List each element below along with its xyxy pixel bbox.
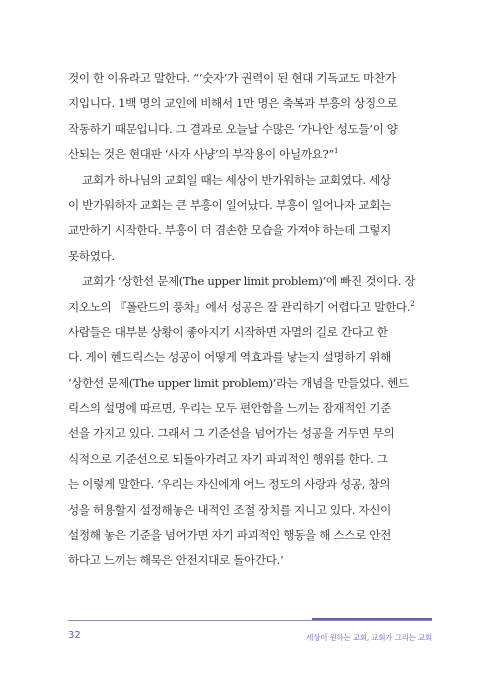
text-line-with-footnote [68, 295, 432, 320]
text-line-with-footnote [68, 142, 432, 167]
text-line: 사람들은 대부분 상황이 좋아지기 시작하면 자멸의 길로 간다고 한 [68, 324, 388, 339]
text-line: 설정해 놓은 기준을 넘어가면 자기 파괴적인 행동을 해 스스로 안전 [68, 528, 391, 543]
text-line: 교만하기 시작한다. 부흥이 더 겸손한 모습을 가져야 하는데 그렇지 [68, 223, 391, 238]
paragraph-start-line: 교회가 ‘상한선 문제(The upper limit problem)’에 빠진 것이다. 장 [82, 274, 416, 289]
text-line: 다. 게이 헨드릭스는 성공이 어떻게 역효과를 낳는지 설명하기 위해 [68, 350, 391, 365]
page-number: 32 [68, 630, 81, 641]
text-line: 지오노의 『폴란드의 풍차』에서 성공은 잘 관리하기 어렵다고 말한다. [68, 299, 411, 314]
text-line: 것이 한 이유라고 말한다. “‘숫자’가 권력이 된 현대 기독교도 마찬가 [68, 71, 396, 85]
text-line: 지입니다. 1백 명의 교인에 비해서 1만 명은 축복과 부흥의 상징으로 [68, 96, 398, 111]
text-line: 선을 가지고 있다. 그래서 그 기준선을 넘어가는 성공을 거두면 무의 [68, 426, 395, 441]
footnote-marker: 1 [333, 147, 339, 156]
text-line: 산되는 것은 현대판 ‘사자 사냥’의 부작용이 아닐까요?” [68, 147, 334, 162]
text-line: 이 반가워하자 교회는 큰 부흥이 일어났다. 부흥이 일어나자 교회는 [68, 197, 391, 212]
text-line: 작동하기 때문입니다. 그 결과로 오늘날 수많은 ‘가나안 성도들’이 양 [68, 121, 398, 136]
footer-divider [68, 620, 432, 621]
text-line: ‘상한선 문제(The upper limit problem)’라는 개념을 만들었다. 헨드 [68, 375, 409, 390]
text-line: 못하였다. [68, 248, 115, 263]
footnote-marker: 2 [410, 299, 415, 308]
body-text [68, 66, 432, 574]
text-line: 릭스의 설명에 따르면, 우리는 모두 편안함을 느끼는 잠재적인 기준 [68, 401, 391, 416]
text-line: 식적으로 기준선으로 되돌아가려고 자기 파괴적인 행위를 한다. 그 [68, 451, 388, 466]
text-line: 하다고 느끼는 해묵은 안전지대로 돌아간다.’ [68, 553, 284, 568]
text-line: 는 이렇게 말한다. ‘우리는 자신에게 어느 정도의 사랑과 성공, 창의 [68, 477, 391, 492]
paragraph-start-line: 교회가 하나님의 교회일 때는 세상이 반가워하는 교회였다. 세상 [82, 172, 391, 187]
footer-accent-bar [312, 618, 432, 620]
running-title: 세상이 원하는 교회, 교회가 그리는 교회 [306, 633, 432, 642]
text-line: 성을 허용할지 설정해놓은 내적인 조절 장치를 지니고 있다. 자신이 [68, 502, 391, 517]
